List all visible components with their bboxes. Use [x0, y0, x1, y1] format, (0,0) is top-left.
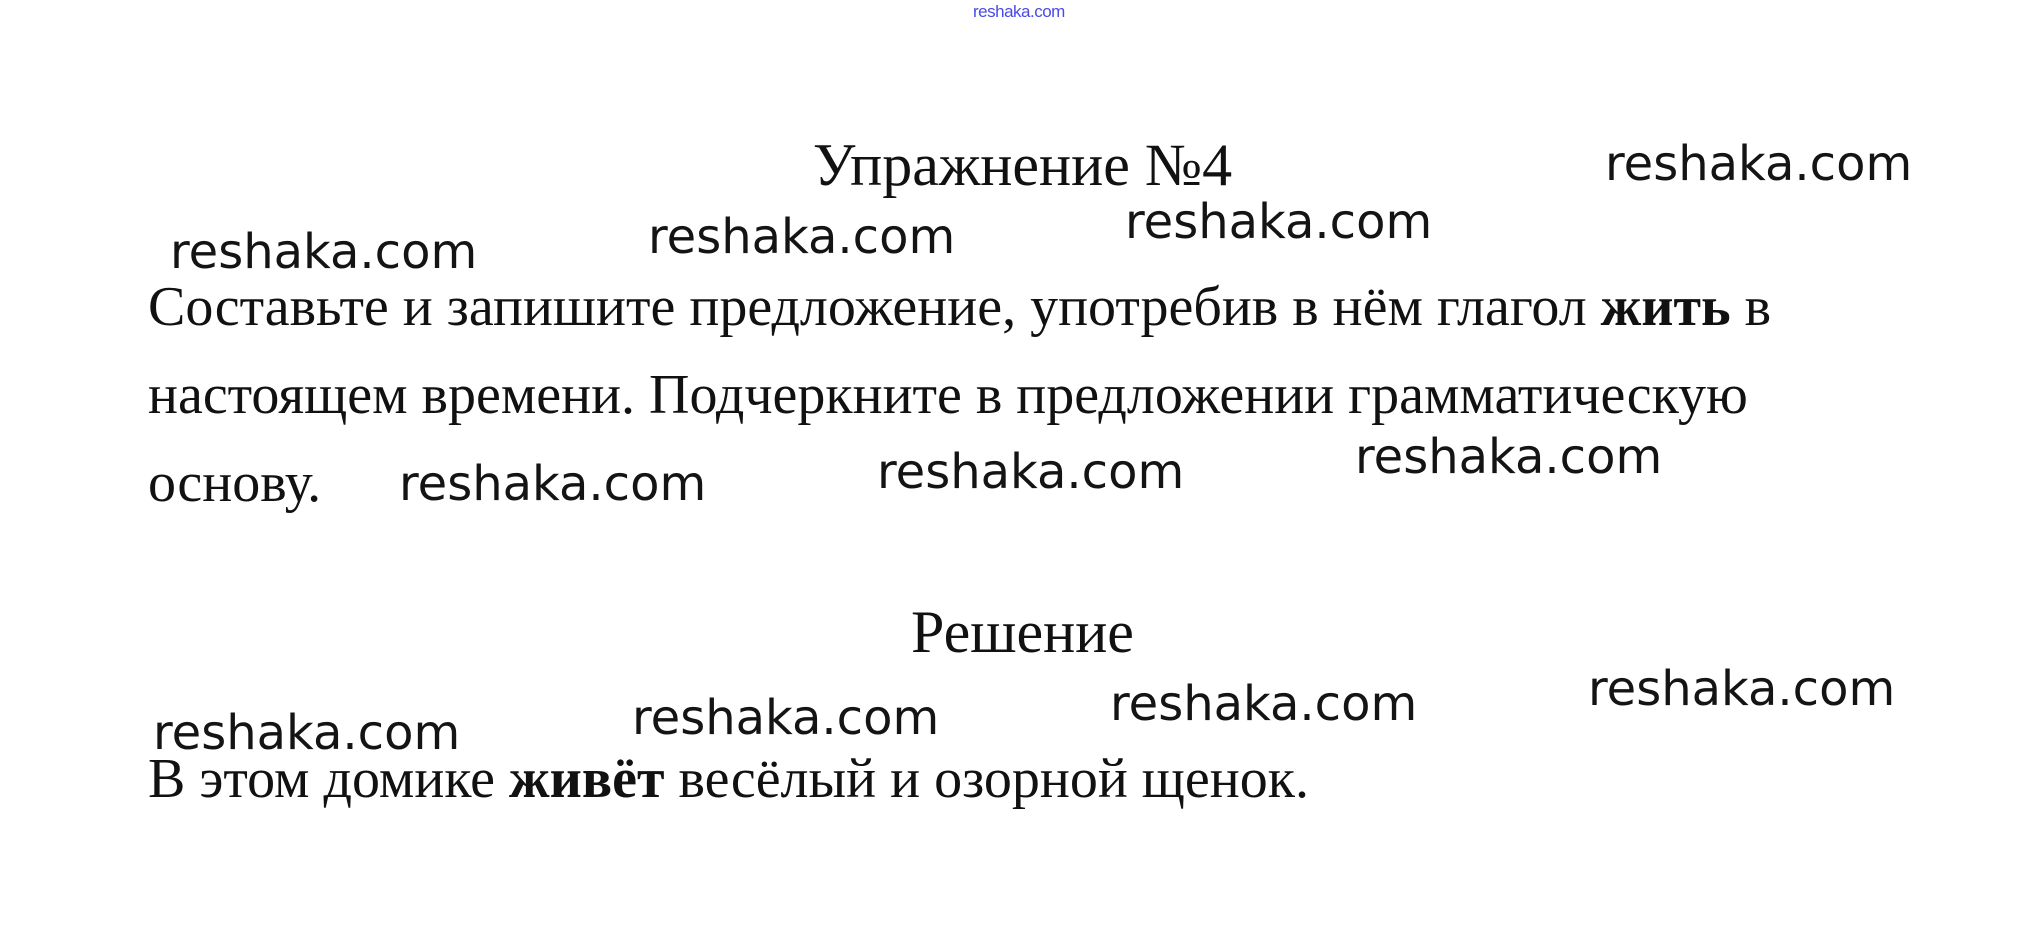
task-verb-bold: жить	[1600, 276, 1731, 338]
watermark: reshaka.com	[632, 690, 940, 746]
watermark: reshaka.com	[1355, 429, 1663, 485]
answer-end: весёлый и озорной щенок.	[664, 748, 1309, 810]
answer-start: В этом домике	[148, 748, 509, 810]
solution-title: Решение	[911, 599, 1134, 665]
task-line-3: основу.	[148, 452, 322, 514]
watermark: reshaka.com	[877, 444, 1185, 500]
exercise-title: Упражнение №4	[812, 132, 1233, 198]
watermark: reshaka.com	[170, 224, 478, 280]
watermark: reshaka.com	[1125, 194, 1433, 250]
task-line-2: настоящем времени. Подчеркните в предложении грамматическую	[148, 364, 1748, 426]
watermark: reshaka.com	[153, 705, 461, 761]
watermark: reshaka.com	[399, 456, 707, 512]
watermark: reshaka.com	[1110, 676, 1418, 732]
watermark: reshaka.com	[1588, 661, 1896, 717]
answer-verb-bold: живёт	[509, 748, 665, 810]
task-line-1-start: Составьте и запишите предложение, употребив в нём глагол	[148, 276, 1601, 338]
watermark: reshaka.com	[648, 209, 956, 265]
site-link[interactable]: reshaka.com	[973, 2, 1065, 21]
watermark: reshaka.com	[1605, 136, 1913, 192]
task-line-1-end: в	[1730, 276, 1772, 338]
